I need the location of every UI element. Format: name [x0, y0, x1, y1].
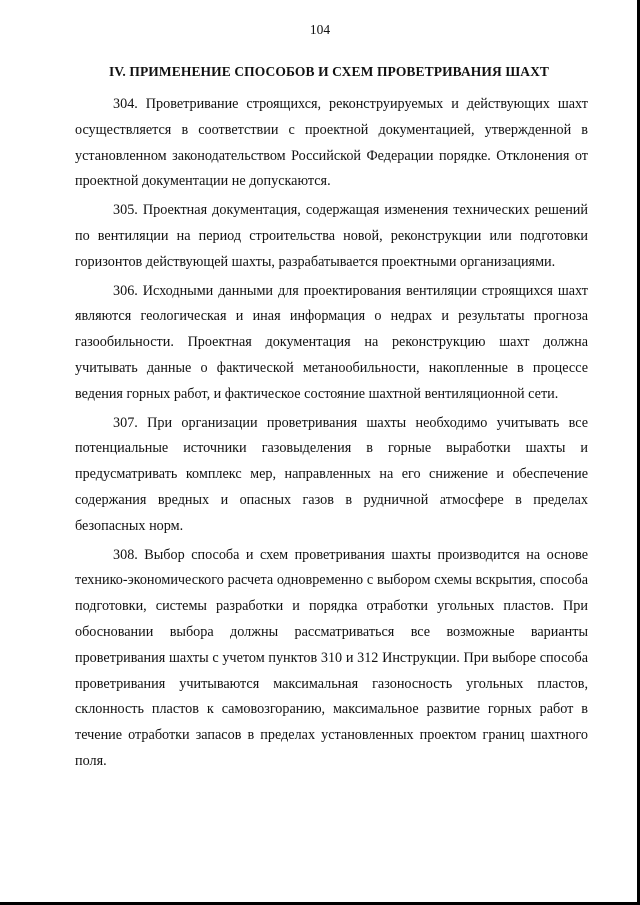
page-number: 104 [309, 22, 331, 37]
paragraph-306: 306. Исходными данными для проектирования вентиляции строящихся шахт являются геологическая и иная информация о недрах и результаты прогноза газообильности. Проектная документация на реконструкцию шахт должна учитывать данные о фактической метанообильности, накопленные в процессе ведения горных работ, и фактическое состояние шахтной вентиляционной сети. [75, 282, 588, 402]
section-title: IV. ПРИМЕНЕНИЕ СПОСОБОВ И СХЕМ ПРОВЕТРИВАНИЯ ШАХТ [108, 64, 550, 79]
paragraph-305: 305. Проектная документация, содержащая изменения технических решений по вентиляции на период строительства новой, реконструкции или подготовки горизонтов действующей шахты, разрабатывается проектными организациями. [75, 202, 588, 270]
paragraph-304: 304. Проветривание строящихся, реконструируемых и действующих шахт осуществляется в соответствии с проектной документацией, утвержденной в установленном законодательством Российской Федерации порядке. Отклонения от проектной документации не допускаются. [75, 96, 588, 190]
document-body [75, 92, 588, 778]
paragraph-307: 307. При организации проветривания шахты необходимо учитывать все потенциальные источники газовыделения в горные выработки шахты и предусматривать комплекс мер, направленных на его снижение и обеспечение содержания вредных и опасных газов в рудничной атмосфере в пределах безопасных норм. [75, 414, 588, 534]
paragraph-308: 308. Выбор способа и схем проветривания шахты производится на основе технико-экономического расчета одновременно с выбором схемы вскрытия, способа подготовки, системы разработки и порядка отработки угольных пластов. При обосновании выбора должны рассматриваться все возможные варианты проветривания шахты с учетом пунктов 310 и 312 Инструкции. При выборе способа проветривания учитываются максимальная газоносность угольных пластов, склонность пластов к самовозгоранию, максимальное развитие горных работ в течение отработки запасов в пределах установленных проектом границ шахтного поля. [75, 546, 588, 769]
